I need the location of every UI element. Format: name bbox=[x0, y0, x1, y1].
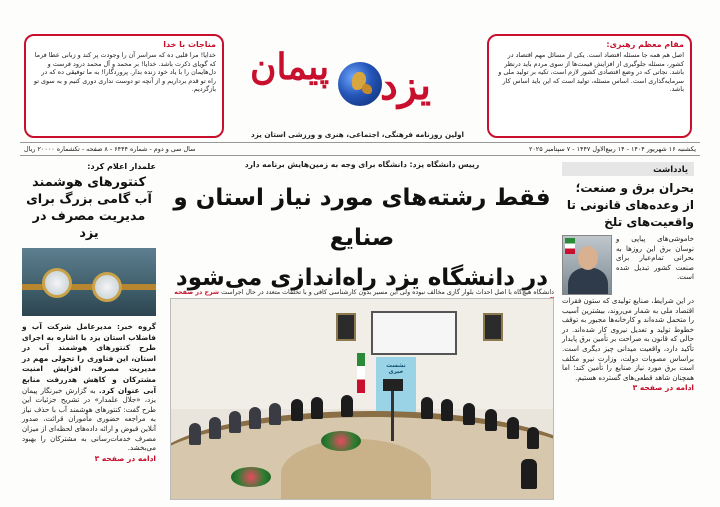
portrait-frame bbox=[336, 313, 356, 341]
flag-icon bbox=[357, 353, 365, 393]
logo-word-yazd: یزد bbox=[380, 62, 432, 109]
portrait-frame bbox=[483, 313, 503, 341]
prayer-text: خدایا! مرا قلبی ده که سراسر آن را وجودت پر کند و زبانی عطا فرما که گویای ذکرت باشد. خدایا! بر محمد و آل محمد درود فرست و دل‌هایمان را با یاد خود زنده بدار. پروردگارا! به ما توفیقی ده که در راه تو قدم برداریم و از آنچه تو دوست نداری دوری کنیم و به سوی تو بازگردیم. bbox=[33, 51, 216, 94]
main-continued-link[interactable]: شرح در صفحه bbox=[174, 289, 220, 296]
editorial-body: در این شرایط، صنایع تولیدی که ستون فقرات اقتصاد ملی به شمار می‌روند، بیشترین آسیب را متحمل شده‌اند و کارخانه‌ها مجبور به توقف خطوط تولید و تعدیل نیروی کار شده‌اند. در حالی که قانون به صراحت بر تأمین برق پایدار تأکید دارد، واقعیت میدانی چیز دیگری است. براساس مصوبات دولت، وزارت نیرو مکلف است برق مورد نیاز صنایع را تأمین کند؛ اما همچنان شاهد قطعی‌های گسترده هستیم. bbox=[562, 297, 694, 382]
dateline-bar bbox=[20, 142, 700, 156]
editorial-headline[interactable]: بحران برق و صنعت؛ از وعده‌های قانونی تا واقعیت‌های تلخ bbox=[566, 181, 694, 229]
main-headline-line2: در دانشگاه یزد راه‌اندازی می‌شود bbox=[175, 265, 549, 291]
flower-arrangement bbox=[321, 431, 361, 451]
main-story-kicker: رییس دانشگاه یزد: دانشگاه برای وجه به زمین‌هایش برنامه دارد bbox=[244, 160, 480, 169]
press-conference-photo bbox=[170, 298, 554, 500]
flower-arrangement bbox=[231, 467, 271, 487]
water-meter-story bbox=[22, 162, 156, 500]
editorial-continued-link[interactable]: ادامه در صفحه ۳ bbox=[632, 383, 694, 393]
editorial-column bbox=[562, 162, 694, 500]
leader-quote-box bbox=[487, 34, 692, 138]
meter-icon bbox=[42, 268, 72, 298]
prayer-box bbox=[24, 34, 224, 138]
leader-quote-text: اصل هم همه جا مسئله اقتصاد است. یکی از مسائل مهم اقتصاد در کشور، مسئله جلوگیری از افزایش قیمت‌ها از سوی مردم باید درنظر باشد. نجاتی که در وضع اقتصادی کشور لازم است، تکیه بر تولید ملی و سرمایه‌گذاری است. اساس مسئله، تولید است که این باید اساس کار باشد. bbox=[498, 51, 684, 94]
water-meter-photo bbox=[22, 248, 156, 316]
prayer-title: مناجات با خدا bbox=[163, 40, 216, 49]
projection-screen bbox=[371, 311, 457, 355]
water-story-lead: گروه خبر: مدیرعامل شرکت آب و فاضلاب استان یزد با اشاره به اجرای طرح کنتورهای هوشمند آب در استان، این فناوری را تحولی مهم در مدیریت مصرف، افزایش امنیت مشترکان و کاهش هدررفت منابع آبی عنوان کرد. bbox=[22, 322, 157, 395]
camera-icon bbox=[383, 379, 403, 391]
flag-icon bbox=[565, 238, 575, 254]
press-banner-text: نشست خبری bbox=[386, 363, 406, 375]
publication-date: یکشنبه ۱۶ شهریور ۱۴۰۴ - ۱۴ ربیع‌الاول ۱۴۴۷ - ۷ سپتامبر ۲۰۲۵ bbox=[528, 145, 696, 153]
main-lede-text: دانشگاه هیچ‌گاه با اصل احداث بلوار گازی مخالف نبوده ولی این مسیر بدون کارشناسی کافی و با تخلفات متعدد در حال اجراست bbox=[221, 289, 554, 296]
water-story-headline[interactable]: کنتورهای هوشمند آب گامی بزرگ برای مدیریت مصرف در یزد bbox=[26, 175, 152, 241]
editorial-label: یادداشت bbox=[562, 162, 694, 176]
water-story-kicker: علمدار اعلام کرد: bbox=[87, 162, 156, 171]
masthead-tagline: اولین روزنامه فرهنگی، اجتماعی، هنری و ورزشی استان یزد bbox=[251, 130, 464, 139]
water-story-continued-link[interactable]: ادامه در صفحه ۳ bbox=[94, 453, 156, 463]
water-story-body: به گزارش خبرنگار پیمان یزد، «جلال علمدار» در تشریح جزئیات این طرح گفت: کنتورهای هوشمند آب با حذف نیاز به مراجعه حضوری مأموران قرائت، صدور آنلاین قبوض و ارائه داده‌های لحظه‌ای از میزان مصرف خدمات‌رسانی به مشترکان را بهبود می‌بخشد. bbox=[22, 386, 156, 453]
editorial-intro: خاموشی‌های پیاپی و نوسان برق این روزها به بحرانی تمام‌عیار برای صنعت کشور تبدیل شده است. bbox=[616, 235, 694, 282]
masthead bbox=[250, 32, 465, 139]
author-photo bbox=[562, 235, 612, 295]
main-headline[interactable] bbox=[170, 178, 554, 298]
globe-logo-icon bbox=[338, 62, 382, 106]
logo-word-peyman: پیمان bbox=[250, 46, 330, 88]
meter-icon bbox=[92, 272, 122, 302]
leader-quote-title: مقام معظم رهبری: bbox=[606, 40, 684, 49]
issue-info: سال سی و دوم - شماره ۶۴۴۴ - ۸ صفحه - تکشماره ۲۰۰۰۰ ریال bbox=[24, 145, 196, 153]
main-headline-line1: فقط رشته‌های مورد نیاز استان و صنایع bbox=[173, 185, 551, 251]
